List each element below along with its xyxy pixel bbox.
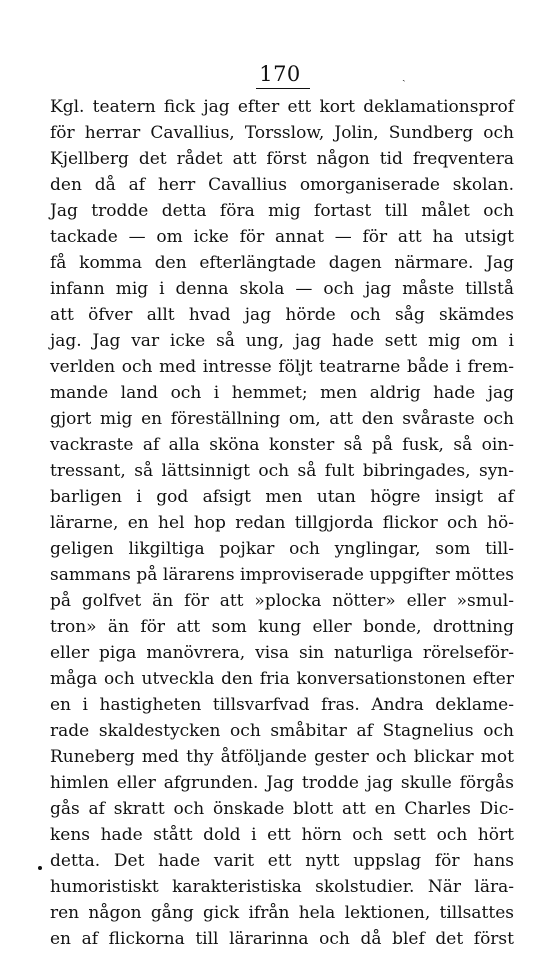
body-text bbox=[50, 94, 514, 952]
text-line: mande land och i hemmet; men aldrig hade jag bbox=[50, 383, 514, 403]
text-line: för herrar Cavallius, Torsslow, Jolin, Sundberg och bbox=[50, 123, 514, 143]
text-line: gås af skratt och önskade blott att en Charles Dic- bbox=[50, 799, 514, 819]
text-line: verlden och med intresse följt teatrarne både i frem- bbox=[50, 357, 514, 377]
text-line: sammans på lärarens improviserade uppgifter möttes bbox=[50, 565, 514, 585]
text-line: måga och utveckla den fria konversationstonen efter bbox=[50, 669, 514, 689]
text-line: en af flickorna till lärarinna och då blef det först bbox=[50, 929, 514, 949]
text-line: Kgl. teatern fick jag efter ett kort deklamationsprof bbox=[50, 97, 514, 117]
text-line: eller piga manövrera, visa sin naturliga rörelseför- bbox=[50, 643, 514, 663]
text-line: detta. Det hade varit ett nytt uppslag för hans bbox=[50, 851, 514, 871]
text-line: kens hade stått dold i ett hörn och sett och hört bbox=[50, 825, 514, 845]
text-line: den då af herr Cavallius omorganiserade skolan. bbox=[50, 175, 514, 195]
margin-dot bbox=[38, 866, 42, 870]
text-line: att öfver allt hvad jag hörde och såg skämdes bbox=[50, 305, 514, 325]
text-line: geligen likgiltiga pojkar och ynglingar, som till- bbox=[50, 539, 514, 559]
text-line: vackraste af alla sköna konster så på fusk, så oin- bbox=[50, 435, 514, 455]
page-number: 170 bbox=[259, 62, 301, 86]
text-line: humoristiskt karakteristiska skolstudier. När lära- bbox=[50, 877, 514, 897]
text-line: himlen eller afgrunden. Jag trodde jag skulle förgås bbox=[50, 773, 514, 793]
text-line: Runeberg med thy åtföljande gester och blickar mot bbox=[50, 747, 514, 767]
text-line: tron» än för att som kung eller bonde, drottning bbox=[50, 617, 514, 637]
text-line: Jag trodde detta föra mig fortast till målet och bbox=[50, 201, 514, 221]
text-line: infann mig i denna skola — och jag måste tillstå bbox=[50, 279, 514, 299]
text-line: ren någon gång gick ifrån hela lektionen, tillsattes bbox=[50, 903, 514, 923]
print-mark: ˎ bbox=[402, 69, 406, 82]
text-line: en i hastigheten tillsvarfvad fras. Andra deklame- bbox=[50, 695, 514, 715]
text-line: barligen i god afsigt men utan högre insigt af bbox=[50, 487, 514, 507]
text-line: jag. Jag var icke så ung, jag hade sett mig om i bbox=[50, 331, 514, 351]
text-line: tressant, så lättsinnigt och så fult bibringades, syn- bbox=[50, 461, 514, 481]
text-line: gjort mig en föreställning om, att den svåraste och bbox=[50, 409, 514, 429]
text-line: Kjellberg det rådet att först någon tid freqventera bbox=[50, 149, 514, 169]
text-line: få komma den efterlängtade dagen närmare. Jag bbox=[50, 253, 514, 273]
text-line: på golfvet än för att »plocka nötter» eller »smul- bbox=[50, 591, 514, 611]
text-line: tackade — om icke för annat — för att ha utsigt bbox=[50, 227, 514, 247]
text-line: lärarne, en hel hop redan tillgjorda flickor och hö- bbox=[50, 513, 514, 533]
text-line: rade skaldestycken och småbitar af Stagnelius och bbox=[50, 721, 514, 741]
page-number-rule bbox=[256, 88, 310, 89]
